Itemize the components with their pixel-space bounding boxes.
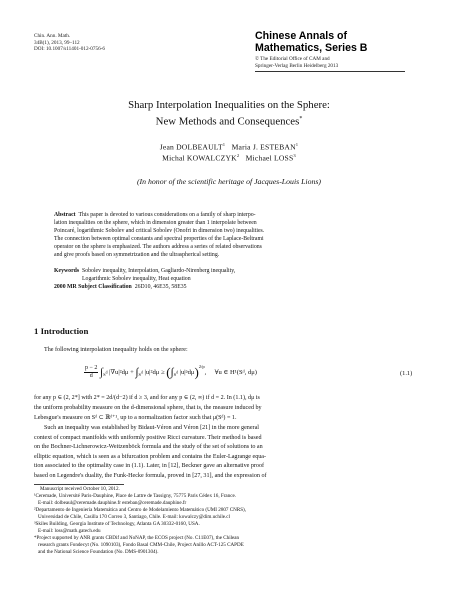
paragraph-line: elliptic equation, which is seen as a bifurcation problem and contains the Euler-Lagrange equa-: [34, 453, 267, 460]
paragraph-line: based on Legendre's duality, the Funk-Hecke formula, proved in [27, 31], and the expression of: [34, 472, 267, 479]
msc-codes: 26D10, 46E35, 58E35: [134, 284, 187, 290]
authors-line2: [0, 151, 458, 164]
section-heading: 1 Introduction: [34, 326, 89, 336]
paren-left: (: [166, 364, 171, 380]
copyright-line2: Springer-Verlag Berlin Heidelberg 2013: [255, 63, 339, 69]
paragraph-line: tion associated to the optimality case in (1.1). Later, in [12], Beckner gave an alternative proof: [34, 463, 265, 469]
abstract-text: This paper is devoted to various considerations on a family of sharp interpo-: [78, 212, 256, 218]
equation-number: (1.1): [400, 370, 413, 377]
paragraph-line: Lebesgue's measure on Sᵈ ⊂ ℝᵈ⁺¹, up to a normalization factor such that μ(Sᵈ) = 1.: [34, 415, 237, 421]
integral-sign: ∫: [170, 366, 174, 379]
author-sup: 2: [236, 152, 240, 158]
dedication: (In honor of the scientific heritage of Jacques-Louis Lions): [136, 177, 322, 186]
integral-domain: S: [138, 372, 142, 378]
integral-domain: S: [103, 372, 106, 378]
author-sup: 3: [293, 152, 296, 158]
author-sup: 1: [295, 142, 299, 147]
paper-title-line1: Sharp Interpolation Inequalities on the Sphere:: [128, 99, 330, 111]
paren-right: ): [194, 364, 199, 380]
integral-domain-sup: d: [141, 370, 143, 375]
footnote-2: ²Departamento de Ingeniería Matemática and Centro de Modelamiento Matemático (UMI 2807 CNRS),: [34, 507, 247, 513]
doi: DOI: 10.1007/s11401-012-0756-6: [34, 46, 105, 52]
equation-fraction: [84, 365, 98, 380]
title-footnote-mark: *: [299, 116, 303, 122]
author-dolbeault: Jean DOLBEAULT: [159, 142, 223, 152]
integral-domain-sup: d: [176, 370, 178, 375]
equation-exponent: 2/p: [198, 364, 205, 369]
journal-abbrev: Chin. Ann. Math.: [34, 33, 71, 39]
abstract-line: The connection between optimal constants and spectral properties of the Laplace-Beltrami: [54, 236, 264, 242]
integral-sign: ∫: [135, 366, 139, 379]
equation-term-lp: |u|ᵖdμ: [179, 369, 195, 376]
footnote-1-email: E-mail: dolbeaul@ceremade.dauphine.fr esteban@ceremade.dauphine.fr: [38, 500, 187, 506]
author-kowalczyk: Michal KOWALCZYK: [162, 153, 237, 163]
fraction-denominator: d: [89, 372, 93, 379]
footnote-project: *Project supported by ANR grants CBDif and NoNAP, the ECOS project (No. C11E07), the Chilean: [34, 535, 240, 541]
author-sup: 1: [222, 142, 226, 147]
paper-title-text: New Methods and Consequences: [155, 115, 300, 128]
paragraph-line: on the Bochner-Lichnerowicz-Weitzenböck formula and the study of the set of solutions to an: [34, 444, 263, 450]
footnote-rule: [34, 484, 124, 485]
equation-1-1: $\frac{p - 2}{d}$ $\int_{S^d}$ $|\nabla u|^2d\mu + \int_{S^d}$ $|u|^2d\mu \ge (\int_{S^d}$ |u|ᵖdμ)$^{2/p}$, ∀u ∈ H¹(Sᵈ, dμ): [85, 364, 257, 380]
paragraph-line: Such an inequality was established by Bidaut-Véron and Véron [21] in the more general: [44, 425, 259, 431]
abstract-line: [54, 211, 256, 219]
footnote-project-line2: research grants Fondecyt (No. 1090103), Fondo Basal CMM-Chile, Project Anillo ACT-125 CAPDE: [38, 542, 244, 548]
footnote-project-line3: and the National Science Foundation (No. DMS-0901304).: [38, 549, 159, 555]
keywords-line2: Logarithmic Sobolev inequality, Heat equation: [82, 276, 191, 282]
footnote-3: ³Skiles Building, Georgia Institute of Technology, Atlanta GA 30332-0160, USA.: [34, 521, 200, 527]
msc-line: [54, 284, 187, 292]
abstract-line: and give proofs based on symmetrization and the ultraspherical setting.: [54, 252, 220, 258]
paragraph-line: context of compact manifolds with uniformly positive Ricci curvature. Their method is based: [34, 434, 262, 441]
msc-label: 2000 MR Subject Classification: [54, 284, 132, 290]
abstract-label: Abstract: [54, 212, 76, 218]
integral-domain: S: [173, 372, 177, 378]
abstract-line: lation inequalities on the sphere, which in dimension greater than 1 interpolate between: [54, 220, 257, 226]
author-loss: Michael LOSS: [245, 153, 294, 163]
footnote-3-email: E-mail: loss@math.gatech.edu: [38, 528, 101, 534]
footnote-1: ¹Ceremade, Université Paris-Dauphine, Place de Lattre de Tassigny, 75775 Paris Cédex 16, France.: [34, 493, 237, 499]
equation-term-l2: |u|²dμ ≥: [144, 369, 165, 376]
paragraph-line: for any p ∈ (2, 2*] with 2* = 2d/(d−2) if d ≥ 3, and for any p ∈ (2, ∞) if d = 2. In (1.1), dμ is: [34, 395, 260, 401]
header-rule: [255, 71, 405, 72]
equation-quantifier: ∀u ∈ H¹(Sᵈ, dμ): [214, 369, 257, 376]
abstract-line: Poincaré, logarithmic Sobolev and critical Sobolev (Onofri in dimension two) inequalities.: [54, 228, 265, 234]
keywords-text: Sobolev inequality, Interpolation, Gagliardo-Nirenberg inequality,: [82, 268, 236, 274]
paper-title-line2: [0, 112, 458, 129]
journal-title-line2: Mathematics, Series B: [255, 42, 368, 54]
journal-title-line1: Chinese Annals of: [255, 30, 348, 42]
volume-line: 34B(1), 2013, 99–112: [34, 39, 80, 46]
copyright-line1: © The Editorial Office of CAM and: [255, 56, 330, 62]
integral-domain-sup: d: [105, 370, 108, 375]
keywords-label: Keywords: [54, 268, 80, 274]
integral-sign: ∫: [100, 366, 104, 379]
fraction-numerator: p − 2: [85, 364, 98, 371]
equation-term-gradient: |∇u|²dμ +: [109, 369, 134, 376]
footnote-received: Manuscript received October 10, 2012.: [40, 486, 120, 492]
paragraph-line: the uniform probability measure on the d-dimensional sphere, that is, the measure induced by: [34, 405, 262, 411]
keywords-line1: [54, 268, 235, 276]
footnote-2-address: Universidad de Chile, Casilla 170 Correo 3, Santiago, Chile. E-mail: kowalczy@dim.uchile.cl: [38, 514, 230, 520]
author-esteban: Maria J. ESTEBAN: [231, 142, 296, 152]
intro-sentence: The following interpolation inequality holds on the sphere:: [44, 347, 188, 353]
abstract-line: operator on the sphere is emphasized. The authors address a series of related observations: [54, 244, 262, 250]
